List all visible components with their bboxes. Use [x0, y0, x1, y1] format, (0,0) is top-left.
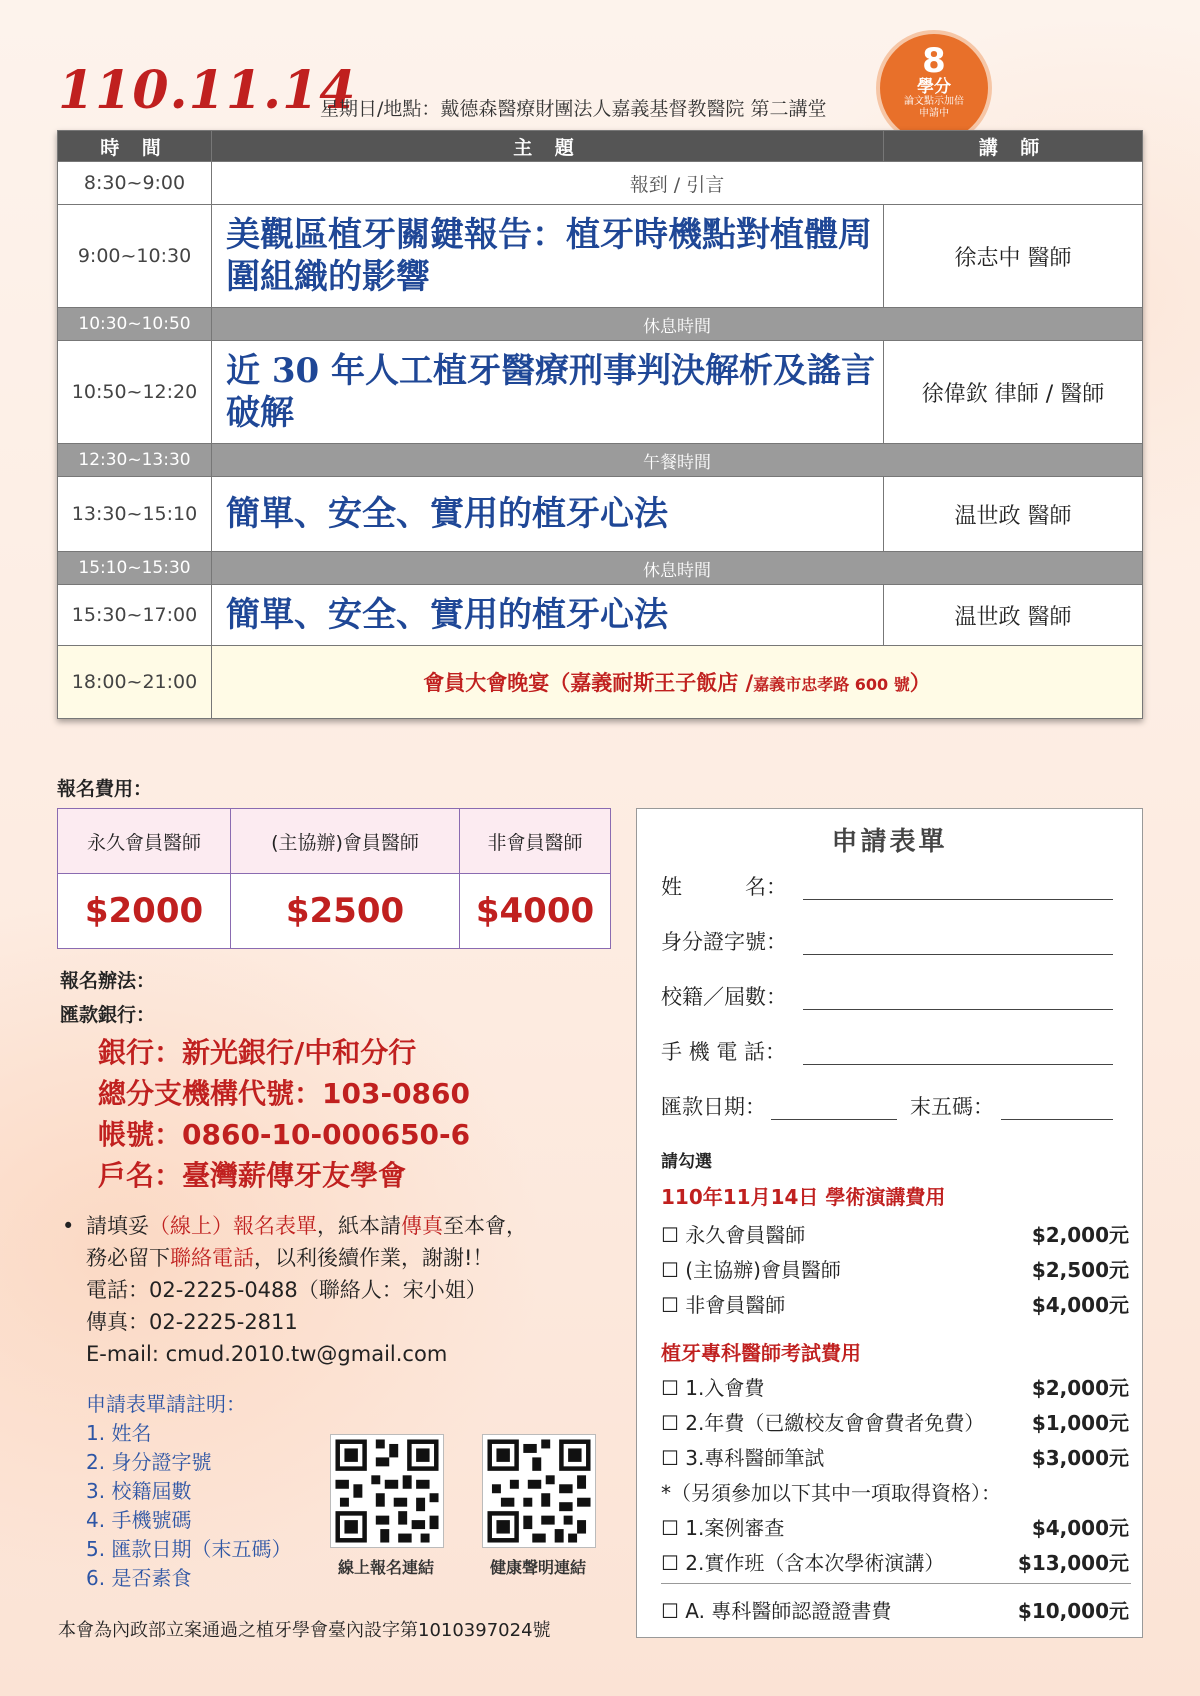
mobile-field[interactable] — [803, 1064, 1113, 1065]
row-time: 15:10~15:30 — [58, 552, 212, 585]
bank-code: 總分支機構代號：103-0860 — [98, 1077, 470, 1110]
lecture-fee-option[interactable] — [661, 1254, 1129, 1283]
row-time: 15:30~17:00 — [58, 585, 212, 646]
bank-holder: 戶名：臺灣薪傳牙友學會 — [98, 1159, 407, 1192]
lecture-fee-section: 110年11月14日 學術演講費用 — [661, 1185, 946, 1209]
row-speaker: 温世政 醫師 — [884, 477, 1143, 552]
fee-header: (主協辦)會員醫師 — [231, 809, 460, 874]
fees-value-row — [58, 874, 611, 949]
note-item: 5. 匯款日期（末五碼） — [86, 1537, 292, 1561]
fee-value: $4000 — [460, 874, 611, 949]
option-amount: $4,000元 — [1031, 1293, 1129, 1317]
instr-text: 請填妥 — [86, 1214, 149, 1238]
instr-text: ，以利後續作業，謝謝!！ — [254, 1246, 494, 1270]
name-label: 姓 名： — [661, 875, 787, 899]
dinner-address: 嘉義市忠孝路 600 號 — [753, 675, 910, 694]
row-time: 9:00~10:30 — [58, 205, 212, 308]
option-label: ☐ (主協辦)會員醫師 — [661, 1258, 841, 1282]
credits-unit: 學分 — [917, 77, 951, 97]
schedule-row — [58, 585, 1143, 646]
option-label: ☐ 2.實作班（含本次學術演講） — [661, 1551, 945, 1575]
credits-status: 申請中 — [919, 108, 949, 119]
dinner-row — [58, 646, 1143, 719]
bullet-icon: • — [62, 1214, 75, 1238]
header-speaker: 講 師 — [884, 131, 1143, 162]
event-date: 110.11.14 — [58, 60, 357, 121]
fees-label: 報名費用： — [57, 778, 153, 800]
option-amount: $3,000元 — [1031, 1446, 1129, 1470]
break-row — [58, 444, 1143, 477]
option-amount: $2,500元 — [1031, 1258, 1129, 1282]
contact-phone: 電話：02-2225-0488（聯絡人：宋小姐） — [86, 1278, 487, 1302]
option-label: ☐ 3.專科醫師筆試 — [661, 1446, 825, 1470]
check-label: 請勾選 — [661, 1152, 712, 1172]
row-topic: 美觀區植牙關鍵報告：植牙時機點對植體周圍組織的影響 — [212, 205, 884, 308]
break-row — [58, 308, 1143, 341]
form-title: 申請表單 — [831, 827, 948, 857]
contact-phone-text: 聯絡電話 — [170, 1246, 254, 1270]
fee-header: 非會員醫師 — [460, 809, 611, 874]
header-time: 時 間 — [58, 131, 212, 162]
instruction-line-1 — [86, 1210, 527, 1242]
credits-note: 論文點示加倍 — [904, 96, 964, 107]
option-label: ☐ 1.案例審查 — [661, 1516, 785, 1540]
note-item: 2. 身分證字號 — [86, 1450, 212, 1474]
instr-text: 務必留下 — [86, 1246, 170, 1270]
fees-header-row — [58, 809, 611, 874]
exam-fee-section: 植牙專科醫師考試費用 — [661, 1341, 861, 1365]
form-divider — [661, 1583, 1131, 1584]
note-item: 1. 姓名 — [86, 1421, 152, 1445]
dinner-event — [212, 646, 1143, 719]
id-label: 身分證字號： — [661, 930, 787, 954]
name-field[interactable] — [803, 899, 1113, 900]
fee-value: $2500 — [231, 874, 460, 949]
qualification-option[interactable] — [661, 1547, 1129, 1576]
method-label: 報名辦法： — [60, 970, 156, 992]
exam-fee-option[interactable] — [661, 1442, 1129, 1471]
contact-email[interactable]: E-mail: cmud.2010.tw@gmail.com — [86, 1342, 448, 1366]
dinner-venue: 會員大會晚宴（嘉義耐斯王子飯店 / — [423, 671, 754, 695]
bank-name: 銀行：新光銀行/中和分行 — [98, 1036, 417, 1069]
note-item: 6. 是否素食 — [86, 1566, 192, 1590]
row-time: 13:30~15:10 — [58, 477, 212, 552]
contact-fax: 傳真：02-2225-2811 — [86, 1310, 298, 1334]
credits-number: 8 — [922, 41, 946, 81]
footer-registration-note: 本會為內政部立案通過之植牙學會臺內設字第1010397024號 — [58, 1620, 551, 1641]
id-field[interactable] — [803, 954, 1113, 955]
row-topic: 報到 / 引言 — [212, 162, 1143, 205]
notes-title: 申請表單請註明： — [86, 1392, 246, 1416]
row-speaker: 温世政 醫師 — [884, 585, 1143, 646]
mobile-label: 手 機 電 話： — [661, 1040, 787, 1064]
row-topic: 午餐時間 — [212, 444, 1143, 477]
certificate-fee-option[interactable] — [661, 1595, 1129, 1624]
row-topic: 簡單、安全、實用的植牙心法 — [212, 477, 884, 552]
registration-instructions — [62, 1210, 527, 1370]
registration-qr-code[interactable] — [330, 1434, 444, 1548]
option-amount: $4,000元 — [1031, 1516, 1129, 1540]
exam-fee-note: *（另須參加以下其中一項取得資格）： — [661, 1481, 1001, 1505]
school-label: 校籍／屆數： — [661, 985, 787, 1009]
instruction-line-2 — [86, 1242, 527, 1274]
option-label: ☐ 1.入會費 — [661, 1376, 765, 1400]
registration-qr-caption: 線上報名連結 — [337, 1558, 434, 1577]
header-topic: 主 題 — [212, 131, 884, 162]
note-item: 3. 校籍屆數 — [86, 1479, 192, 1503]
health-qr-code[interactable] — [482, 1434, 596, 1548]
schedule-row — [58, 477, 1143, 552]
row-time: 8:30~9:00 — [58, 162, 212, 205]
schedule-row — [58, 341, 1143, 444]
date-field[interactable] — [771, 1119, 897, 1120]
last5-field[interactable] — [1001, 1119, 1113, 1120]
option-amount: $2,000元 — [1031, 1376, 1129, 1400]
row-speaker: 徐志中 醫師 — [884, 205, 1143, 308]
fee-value: $2000 — [58, 874, 231, 949]
option-amount: $13,000元 — [1017, 1551, 1129, 1575]
event-venue: 星期日/地點：戴德森醫療財團法人嘉義基督教醫院 第二講堂 — [320, 98, 827, 120]
health-qr-caption: 健康聲明連結 — [489, 1558, 586, 1577]
instr-text: 至本會， — [443, 1214, 527, 1238]
lecture-fee-option[interactable] — [661, 1219, 1129, 1248]
option-amount: $2,000元 — [1031, 1223, 1129, 1247]
bank-info — [98, 1032, 470, 1196]
lecture-fee-option[interactable] — [661, 1289, 1129, 1318]
exam-fee-option[interactable] — [661, 1407, 1129, 1436]
option-amount: $1,000元 — [1031, 1411, 1129, 1435]
row-time: 10:50~12:20 — [58, 341, 212, 444]
option-label: ☐ 非會員醫師 — [661, 1293, 786, 1317]
row-time: 10:30~10:50 — [58, 308, 212, 341]
fee-header: 永久會員醫師 — [58, 809, 231, 874]
fees-table — [57, 808, 611, 949]
option-label: ☐ 2.年費（已繳校友會會費者免費） — [661, 1411, 985, 1435]
bank-account: 帳號：0860-10-000650-6 — [98, 1118, 471, 1151]
option-label: ☐ A. 專科醫師認證證書費 — [661, 1599, 892, 1623]
schedule-row — [58, 162, 1143, 205]
credits-badge — [876, 30, 992, 146]
form-notes — [86, 1390, 291, 1593]
online-form-text: （線上）報名表單 — [149, 1214, 317, 1238]
row-topic: 休息時間 — [212, 552, 1143, 585]
option-label: ☐ 永久會員醫師 — [661, 1223, 806, 1247]
option-amount: $10,000元 — [1017, 1599, 1129, 1623]
instr-text: ，紙本請 — [317, 1214, 401, 1238]
last5-label: 末五碼： — [910, 1095, 994, 1119]
note-item: 4. 手機號碼 — [86, 1508, 192, 1532]
row-topic: 簡單、安全、實用的植牙心法 — [212, 585, 884, 646]
schedule-row — [58, 205, 1143, 308]
row-topic: 近 30 年人工植牙醫療刑事判決解析及謠言破解 — [212, 341, 884, 444]
fax-text: 傳真 — [401, 1214, 443, 1238]
row-speaker: 徐偉欽 律師 / 醫師 — [884, 341, 1143, 444]
qualification-option[interactable] — [661, 1512, 1129, 1541]
date-label: 匯款日期： — [661, 1095, 766, 1119]
row-time: 18:00~21:00 — [58, 646, 212, 719]
schedule-header-row — [58, 131, 1143, 162]
school-field[interactable] — [803, 1009, 1113, 1010]
row-topic: 休息時間 — [212, 308, 1143, 341]
exam-fee-option[interactable] — [661, 1372, 1129, 1401]
row-time: 12:30~13:30 — [58, 444, 212, 477]
break-row — [58, 552, 1143, 585]
bank-label: 匯款銀行： — [60, 1004, 156, 1026]
dinner-close: ） — [909, 671, 931, 695]
schedule-table — [57, 130, 1143, 719]
application-form — [636, 808, 1143, 1638]
